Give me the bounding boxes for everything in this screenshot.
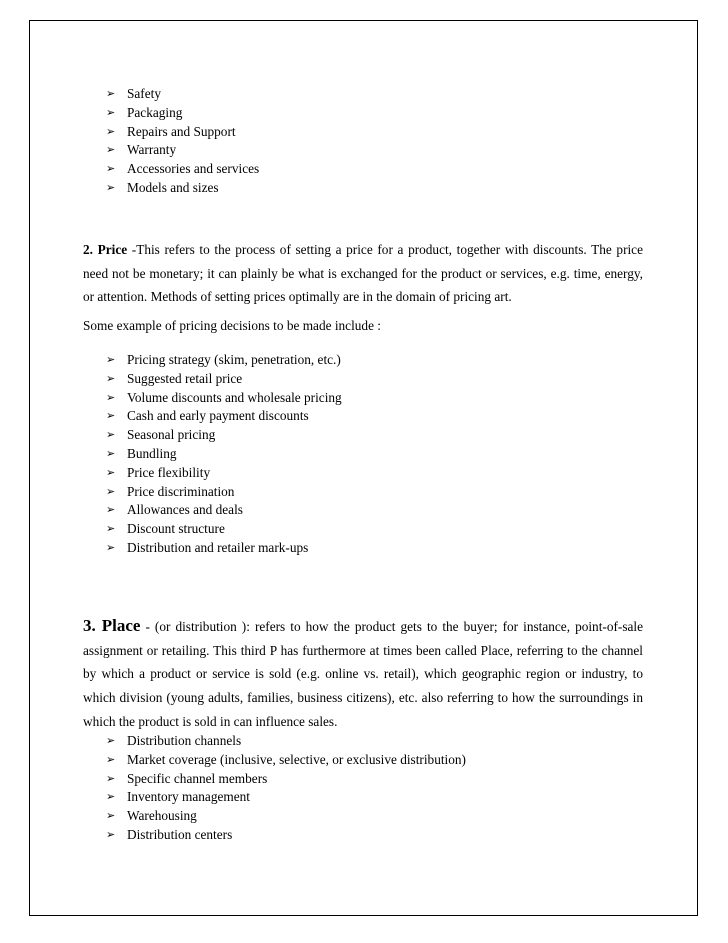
arrow-bullet-icon: ➢ xyxy=(106,125,116,138)
arrow-bullet-icon: ➢ xyxy=(106,791,116,804)
place-text: - (or distribution ): refers to how the product gets to the buyer; for instance, point-of-sale assignment or retailing. This third P has furthermore at times been called Place, referring to the channel by which a product or service is sold (e.g. online vs. retail), which geographic region or industry, to which division (young adults, families, business citizens), etc. also referring to how the surroundings in which the product is sold in can influence sales. xyxy=(83,619,644,729)
list-item-text: Price discrimination xyxy=(127,483,235,499)
price-paragraph xyxy=(83,238,643,309)
list-item-text: Models and sizes xyxy=(127,179,219,195)
arrow-bullet-icon: ➢ xyxy=(106,354,116,366)
list-item-text: Volume discounts and wholesale pricing xyxy=(127,389,342,405)
list-item xyxy=(103,770,466,789)
list-item xyxy=(103,407,342,426)
arrow-bullet-icon: ➢ xyxy=(106,88,116,100)
arrow-bullet-icon: ➢ xyxy=(106,828,116,841)
place-paragraph xyxy=(83,614,643,734)
list-item xyxy=(103,104,259,123)
list-item-text: Packaging xyxy=(127,104,183,120)
list-item xyxy=(103,123,259,142)
list-item-text: Distribution channels xyxy=(127,733,242,748)
place-decisions-list xyxy=(103,732,466,845)
list-item-text: Discount structure xyxy=(127,521,225,537)
list-item xyxy=(103,426,342,445)
list-item-text: Specific channel members xyxy=(127,770,268,786)
arrow-bullet-icon: ➢ xyxy=(106,772,116,785)
arrow-bullet-icon: ➢ xyxy=(106,391,116,404)
arrow-bullet-icon: ➢ xyxy=(106,447,116,460)
list-item-text: Market coverage (inclusive, selective, or exclusive distribution) xyxy=(127,751,466,767)
list-item-text: Distribution and retailer mark-ups xyxy=(127,539,309,555)
price-heading: 2. Price xyxy=(83,242,128,257)
list-item xyxy=(103,539,342,558)
arrow-bullet-icon: ➢ xyxy=(106,106,116,119)
list-item xyxy=(103,445,342,464)
list-item xyxy=(103,788,466,807)
list-item xyxy=(103,370,342,389)
list-item-text: Accessories and services xyxy=(127,161,260,177)
product-features-list xyxy=(103,85,259,198)
place-heading: 3. Place xyxy=(83,616,141,635)
list-item-text: Seasonal pricing xyxy=(127,427,216,443)
list-item-text: Repairs and Support xyxy=(127,123,236,139)
arrow-bullet-icon: ➢ xyxy=(106,735,116,747)
list-item-text: Safety xyxy=(127,86,161,101)
list-item xyxy=(103,160,259,179)
list-item xyxy=(103,501,342,520)
list-item-text: Suggested retail price xyxy=(127,370,243,386)
list-item xyxy=(103,483,342,502)
list-item xyxy=(103,389,342,408)
list-item-text: Inventory management xyxy=(127,789,250,805)
list-item-text: Allowances and deals xyxy=(127,502,243,518)
arrow-bullet-icon: ➢ xyxy=(106,810,116,823)
list-item-text: Warehousing xyxy=(127,808,197,824)
list-item xyxy=(103,179,259,198)
pricing-decisions-list xyxy=(103,351,342,558)
list-item xyxy=(103,826,466,845)
arrow-bullet-icon: ➢ xyxy=(106,466,116,479)
list-item xyxy=(103,464,342,483)
arrow-bullet-icon: ➢ xyxy=(106,753,116,766)
pricing-intro: Some example of pricing decisions to be made include : xyxy=(83,318,381,333)
list-item xyxy=(103,141,259,160)
list-item xyxy=(103,807,466,826)
arrow-bullet-icon: ➢ xyxy=(106,144,116,157)
arrow-bullet-icon: ➢ xyxy=(106,372,116,385)
list-item-text: Warranty xyxy=(127,142,177,158)
arrow-bullet-icon: ➢ xyxy=(106,410,116,423)
list-item xyxy=(103,751,466,770)
arrow-bullet-icon: ➢ xyxy=(106,504,116,517)
arrow-bullet-icon: ➢ xyxy=(106,523,116,536)
arrow-bullet-icon: ➢ xyxy=(106,181,116,194)
list-item-text: Price flexibility xyxy=(127,464,211,480)
price-text: -This refers to the process of setting a price for a product, together with discounts. The price need not be monetary; it can plainly be what is exchanged for the product or services, e.g. time, energy, or attention. Methods of setting prices optimally are in the domain of pricing art. xyxy=(83,242,643,305)
arrow-bullet-icon: ➢ xyxy=(106,429,116,442)
list-item-text: Distribution centers xyxy=(127,826,233,842)
arrow-bullet-icon: ➢ xyxy=(106,485,116,498)
list-item-text: Cash and early payment discounts xyxy=(127,408,309,424)
list-item-text: Bundling xyxy=(127,445,177,461)
list-item xyxy=(103,732,466,751)
list-item xyxy=(103,85,259,104)
arrow-bullet-icon: ➢ xyxy=(106,541,116,554)
arrow-bullet-icon: ➢ xyxy=(106,163,116,176)
list-item xyxy=(103,351,342,370)
list-item xyxy=(103,520,342,539)
list-item-text: Pricing strategy (skim, penetration, etc.) xyxy=(127,352,341,367)
